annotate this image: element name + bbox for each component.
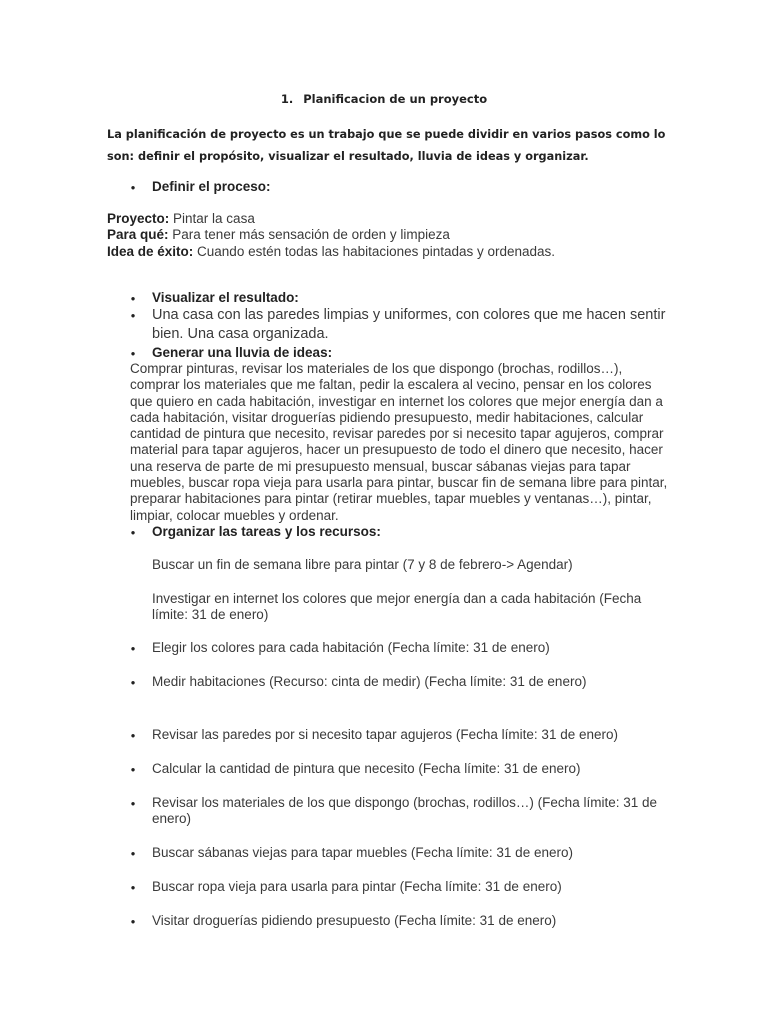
bullet-icon: ●: [130, 849, 136, 858]
bullet-icon: ●: [130, 349, 136, 358]
title-text: Planificacion de un proyecto: [303, 92, 488, 106]
organize-plain-2: Investigar en internet los colores que mejor energía dan a cada habitación (Fecha límite: 31 de enero): [152, 591, 642, 623]
paraque-label: Para qué:: [107, 227, 169, 242]
proyecto-line: [107, 211, 255, 226]
task-item: Revisar las paredes por si necesito tapar agujeros (Fecha límite: 31 de enero): [152, 727, 618, 742]
organize-plain-1: Buscar un fin de semana libre para pintar (7 y 8 de febrero-> Agendar): [152, 557, 573, 572]
bullet-icon: ●: [130, 183, 136, 192]
bullet-icon: ●: [130, 311, 136, 320]
ideas-heading: Generar una lluvia de ideas:: [152, 345, 333, 360]
document-title: [0, 92, 768, 106]
bullet-icon: ●: [130, 731, 136, 740]
bullet-icon: ●: [130, 883, 136, 892]
visualize-line-1: Una casa con las paredes limpias y uniformes, con colores que me hacen sentir: [152, 307, 666, 323]
bullet-icon: ●: [130, 799, 136, 808]
bullet-icon: ●: [130, 528, 136, 537]
visualize-line-2: bien. Una casa organizada.: [152, 326, 329, 342]
task-item: Visitar droguerías pidiendo presupuesto (Fecha límite: 31 de enero): [152, 913, 557, 928]
organize-heading: Organizar las tareas y los recursos:: [152, 524, 381, 539]
ideas-paragraph: Comprar pinturas, revisar los materiales de los que dispongo (brochas, rodillos…), comprar los materiales que me faltan, pedir la escalera al vecino, pensar en los colores que quiero en cada habitación, investigar en internet los colores que mejor energía dan a cada habitación, visitar droguerías pidiendo presupuesto, medir habitaciones, calcular cantidad de pintura que necesito, revisar paredes por si necesito tapar agujeros, comprar material para tapar agujeros, hacer un presupuesto de todo el dinero que necesito, hacer una reserva de parte de mi presupuesto mensual, buscar sábanas viejas para tapar muebles, buscar ropa vieja para usarla para pintar, buscar fin de semana libre para pintar, preparar habitaciones para pintar (retirar muebles, tapar muebles y ventanas…), pintar, limpiar, colocar muebles y ordenar.: [130, 361, 668, 523]
task-item: Buscar sábanas viejas para tapar muebles (Fecha límite: 31 de enero): [152, 845, 573, 860]
paraque-line: [107, 227, 450, 242]
proyecto-value: Pintar la casa: [169, 211, 255, 226]
exito-line: [107, 244, 555, 259]
title-number: 1.: [280, 92, 294, 106]
task-item: Medir habitaciones (Recurso: cinta de medir) (Fecha límite: 31 de enero): [152, 674, 587, 689]
bullet-icon: ●: [130, 765, 136, 774]
task-item: Buscar ropa vieja para usarla para pintar (Fecha límite: 31 de enero): [152, 879, 562, 894]
intro-paragraph: La planificación de proyecto es un trabajo que se puede dividir en varios pasos como lo son: definir el propósito, visualizar el resultado, lluvia de ideas y organizar.: [107, 128, 666, 163]
bullet-icon: ●: [130, 294, 136, 303]
task-item: Elegir los colores para cada habitación (Fecha límite: 31 de enero): [152, 640, 550, 655]
paraque-value: Para tener más sensación de orden y limpieza: [168, 227, 450, 242]
exito-label: Idea de éxito:: [107, 244, 194, 259]
proyecto-label: Proyecto:: [107, 211, 170, 226]
bullet-icon: ●: [130, 917, 136, 926]
bullet-icon: ●: [130, 644, 136, 653]
task-item: Revisar los materiales de los que dispongo (brochas, rodillos…) (Fecha límite: 31 de enero): [152, 795, 657, 827]
task-item: Calcular la cantidad de pintura que necesito (Fecha límite: 31 de enero): [152, 761, 581, 776]
bullet-icon: ●: [130, 678, 136, 687]
exito-value: Cuando estén todas las habitaciones pintadas y ordenadas.: [193, 244, 556, 259]
visualize-heading: Visualizar el resultado:: [152, 290, 299, 305]
define-heading: Definir el proceso:: [152, 179, 271, 194]
